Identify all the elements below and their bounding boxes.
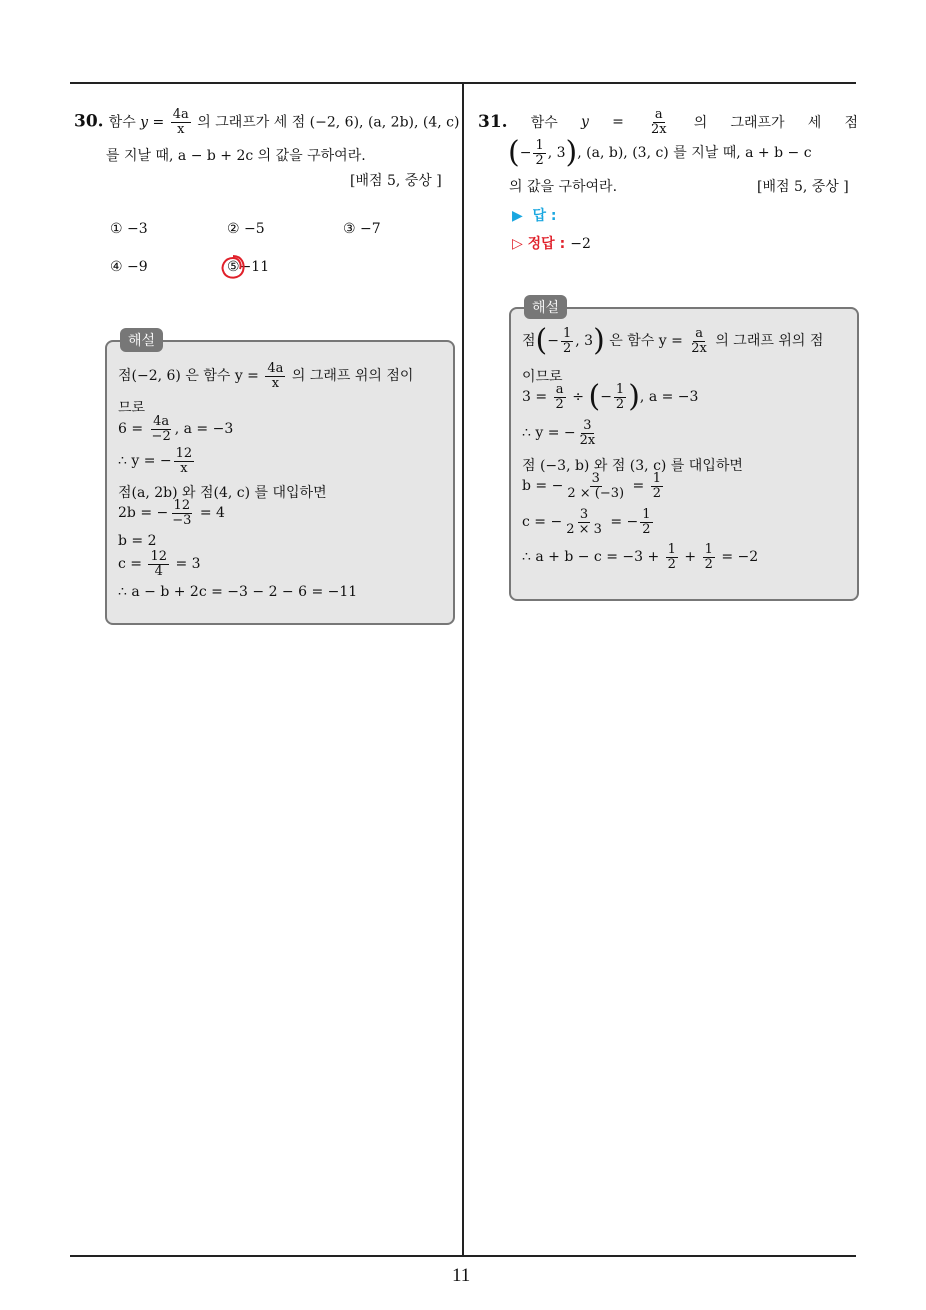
q30-frac-den: x bbox=[177, 121, 185, 137]
page-number: 11 bbox=[452, 1265, 471, 1286]
frac-num: 12 bbox=[150, 549, 168, 564]
frac-num: 1 bbox=[667, 542, 676, 557]
q31-exp-line3 bbox=[522, 379, 699, 414]
exp-neg: − bbox=[600, 389, 612, 405]
paren-left: ( bbox=[588, 379, 601, 414]
q31-neg: − bbox=[519, 145, 532, 161]
exp-fraction bbox=[554, 383, 566, 411]
exp-text: 3 = bbox=[522, 389, 552, 405]
q31-frac-num: a bbox=[654, 107, 663, 122]
exp-text: 6 = bbox=[118, 421, 148, 438]
q31-exp-line8 bbox=[522, 543, 758, 571]
frac-den: x bbox=[271, 375, 280, 391]
exp-fraction bbox=[614, 383, 626, 411]
choice-value: −9 bbox=[127, 259, 148, 275]
q30-exp-line9: ∴ a − b + 2c = −3 − 2 − 6 = −11 bbox=[118, 584, 358, 600]
exp-text: ∴ y = − bbox=[118, 453, 172, 470]
frac-den: −2 bbox=[151, 428, 171, 444]
choice-mark: ② bbox=[227, 221, 240, 237]
q30-exp-line5: 점(a, 2b) 와 점(4, c) 를 대입하면 bbox=[118, 485, 327, 501]
q31-var-y: y bbox=[580, 114, 589, 131]
q31-meta: [배점 5, 중상 ] bbox=[757, 179, 849, 195]
choice-1[interactable] bbox=[110, 221, 148, 237]
paren-left: ( bbox=[535, 323, 548, 358]
exp-fraction bbox=[564, 508, 604, 536]
exp-fraction bbox=[640, 508, 652, 536]
frac-num: 1 bbox=[704, 542, 713, 557]
q30-exp-line6 bbox=[118, 499, 225, 527]
frac-den: 2 bbox=[615, 396, 625, 412]
q30-exp-line8 bbox=[118, 550, 201, 578]
exp-text: ∴ a + b − c = −3 + bbox=[522, 549, 664, 566]
choice-3[interactable] bbox=[343, 221, 381, 237]
exp-text: + bbox=[679, 549, 701, 566]
exp-text: 2b = − bbox=[118, 505, 169, 522]
frac-num: 1 bbox=[562, 325, 572, 341]
exp-fraction bbox=[150, 415, 173, 443]
q31-exp-line7 bbox=[522, 508, 655, 536]
q31-point-rest: , 3 bbox=[547, 145, 566, 161]
choice-4[interactable] bbox=[110, 259, 148, 275]
exp-fraction bbox=[148, 550, 169, 578]
exp-text: = − bbox=[605, 514, 639, 531]
q31-line3: 의 값을 구하여라. bbox=[509, 179, 618, 195]
column-divider bbox=[462, 82, 464, 1256]
q31-frac-den: 2x bbox=[650, 121, 667, 137]
exp-text: , a = −3 bbox=[639, 389, 699, 405]
q31-exp-line6 bbox=[522, 472, 665, 500]
exp-text: ÷ bbox=[567, 389, 589, 405]
q30-eq: = bbox=[148, 114, 169, 131]
choice-value: −7 bbox=[360, 221, 381, 237]
exp-text: = 4 bbox=[195, 505, 225, 522]
frac-den: 4 bbox=[154, 563, 163, 579]
q31-eq: = bbox=[612, 114, 624, 131]
exp-text: , 3 bbox=[575, 333, 594, 349]
exp-text: , a = −3 bbox=[174, 421, 234, 438]
exp-text: = 3 bbox=[171, 556, 201, 573]
q30-text-post: 의 그래프가 세 점 (−2, 6), (a, 2b), (4, c) bbox=[192, 114, 460, 131]
frac-num: 12 bbox=[175, 446, 193, 461]
frac-den: 2 × (−3) bbox=[567, 485, 625, 501]
frac-den: 2x bbox=[579, 432, 596, 448]
q30-line2: 를 지날 때, a − b + 2c 의 값을 구하여라. bbox=[106, 148, 366, 164]
q31-answer-label[interactable]: ▶ 답 : bbox=[512, 208, 557, 224]
frac-den: −3 bbox=[172, 512, 192, 528]
exp-neg: − bbox=[547, 333, 559, 349]
exp-fraction bbox=[565, 472, 626, 500]
frac-num: 1 bbox=[642, 507, 651, 522]
q30-exp-line7: b = 2 bbox=[118, 533, 157, 549]
q30-var-y: y bbox=[140, 114, 149, 131]
paren-left: ( bbox=[508, 135, 520, 170]
choice-mark: ④ bbox=[110, 259, 123, 275]
q30-number: 30. bbox=[74, 111, 104, 132]
q30-exp-line4 bbox=[118, 447, 196, 475]
q31-exp-line1 bbox=[522, 323, 824, 358]
exp-fraction bbox=[666, 543, 678, 571]
frac-num: 3 bbox=[591, 471, 600, 486]
paren-right: ) bbox=[628, 379, 640, 414]
choice-2[interactable] bbox=[227, 221, 265, 237]
frac-num: 3 bbox=[579, 507, 589, 522]
choice-mark: ⑤ bbox=[227, 259, 240, 275]
exp-fraction bbox=[689, 327, 709, 355]
frac-num: 4a bbox=[153, 414, 170, 429]
exp-text: b = − bbox=[522, 478, 564, 495]
q31-line2 bbox=[508, 135, 812, 170]
q31-word: 그래프가 bbox=[730, 115, 785, 132]
choice-value: −5 bbox=[244, 221, 265, 237]
frac-den: 2 bbox=[667, 556, 676, 572]
frac-num: 1 bbox=[652, 471, 661, 486]
frac-num: 3 bbox=[583, 418, 592, 433]
exp-fraction bbox=[651, 472, 663, 500]
q31-word: 점 bbox=[844, 115, 858, 132]
frac-num: 1 bbox=[535, 137, 544, 153]
bottom-rule bbox=[70, 1255, 856, 1257]
answer-circle-mark bbox=[218, 252, 248, 282]
exp-text: 점(−2, 6) 은 함수 y = bbox=[118, 368, 264, 385]
q31-fraction bbox=[649, 108, 669, 136]
exp-fraction bbox=[170, 499, 193, 527]
frac-num: 4a bbox=[267, 361, 284, 376]
q31-exp-line5: 점 (−3, b) 와 점 (3, c) 를 대입하면 bbox=[522, 458, 743, 474]
frac-den: 2 bbox=[652, 485, 661, 501]
q31-point-fraction bbox=[533, 139, 545, 167]
choice-value: −3 bbox=[127, 221, 148, 237]
frac-num: 12 bbox=[173, 498, 191, 513]
paren-right: ) bbox=[565, 135, 578, 170]
q31-word: 함수 bbox=[530, 115, 558, 132]
choice-mark: ① bbox=[110, 221, 123, 237]
exp-fraction bbox=[703, 543, 715, 571]
q30-explanation-tab: 해설 bbox=[120, 328, 163, 352]
frac-num: 1 bbox=[615, 381, 625, 397]
exp-fraction bbox=[265, 362, 285, 390]
frac-den: 2 bbox=[535, 152, 544, 168]
q31-number: 31. bbox=[478, 112, 508, 133]
q31-correct-answer bbox=[512, 233, 591, 253]
frac-den: 2 bbox=[704, 556, 713, 572]
q31-correct-label: ▷ 정답 : bbox=[512, 236, 566, 252]
frac-num: a bbox=[695, 325, 703, 341]
q30-line1 bbox=[74, 108, 459, 136]
frac-den: 2x bbox=[691, 340, 707, 356]
exp-text: ∴ y = − bbox=[522, 425, 576, 442]
exp-text: c = bbox=[118, 556, 147, 573]
exp-fraction bbox=[174, 447, 195, 475]
frac-den: x bbox=[180, 460, 188, 476]
q30-frac-num: 4a bbox=[172, 107, 189, 122]
exp-fraction bbox=[561, 327, 573, 355]
paren-right: ) bbox=[593, 323, 605, 358]
q31-line1 bbox=[478, 108, 858, 136]
q31-explanation-tab: 해설 bbox=[524, 295, 567, 319]
frac-num: a bbox=[555, 381, 564, 397]
q31-exp-line4 bbox=[522, 419, 599, 447]
q30-exp-line1 bbox=[118, 362, 413, 390]
q31-word: 세 bbox=[807, 115, 822, 132]
q30-fraction bbox=[171, 108, 191, 136]
exp-text: = bbox=[628, 478, 649, 495]
exp-text: 의 그래프 위의 점 bbox=[710, 333, 824, 349]
q30-text: 함수 bbox=[108, 114, 141, 131]
exp-text: 의 그래프 위의 점이 bbox=[287, 368, 414, 385]
frac-den: 2 bbox=[555, 396, 564, 412]
q31-word: 의 bbox=[693, 115, 708, 132]
frac-den: 2 × 3 bbox=[566, 521, 602, 537]
frac-den: 2 bbox=[562, 340, 572, 356]
exp-text: c = − bbox=[522, 514, 563, 531]
q31-text: , (a, b), (3, c) 를 지날 때, a + b − c bbox=[577, 145, 812, 161]
q30-exp-line3 bbox=[118, 415, 233, 443]
exp-text: 은 함수 y = bbox=[604, 333, 688, 349]
exp-fraction bbox=[578, 419, 598, 447]
q31-correct-value: −2 bbox=[570, 236, 591, 252]
choice-value: −11 bbox=[239, 259, 270, 275]
choice-mark: ③ bbox=[343, 221, 356, 237]
q30-exp-line2: 므로 bbox=[118, 400, 146, 416]
q31-exp-line2: 이므로 bbox=[522, 369, 563, 385]
exp-text: 점 bbox=[522, 333, 536, 349]
exp-text: = −2 bbox=[716, 549, 759, 566]
q30-meta: [배점 5, 중상 ] bbox=[350, 173, 442, 189]
frac-den: 2 bbox=[642, 521, 651, 537]
